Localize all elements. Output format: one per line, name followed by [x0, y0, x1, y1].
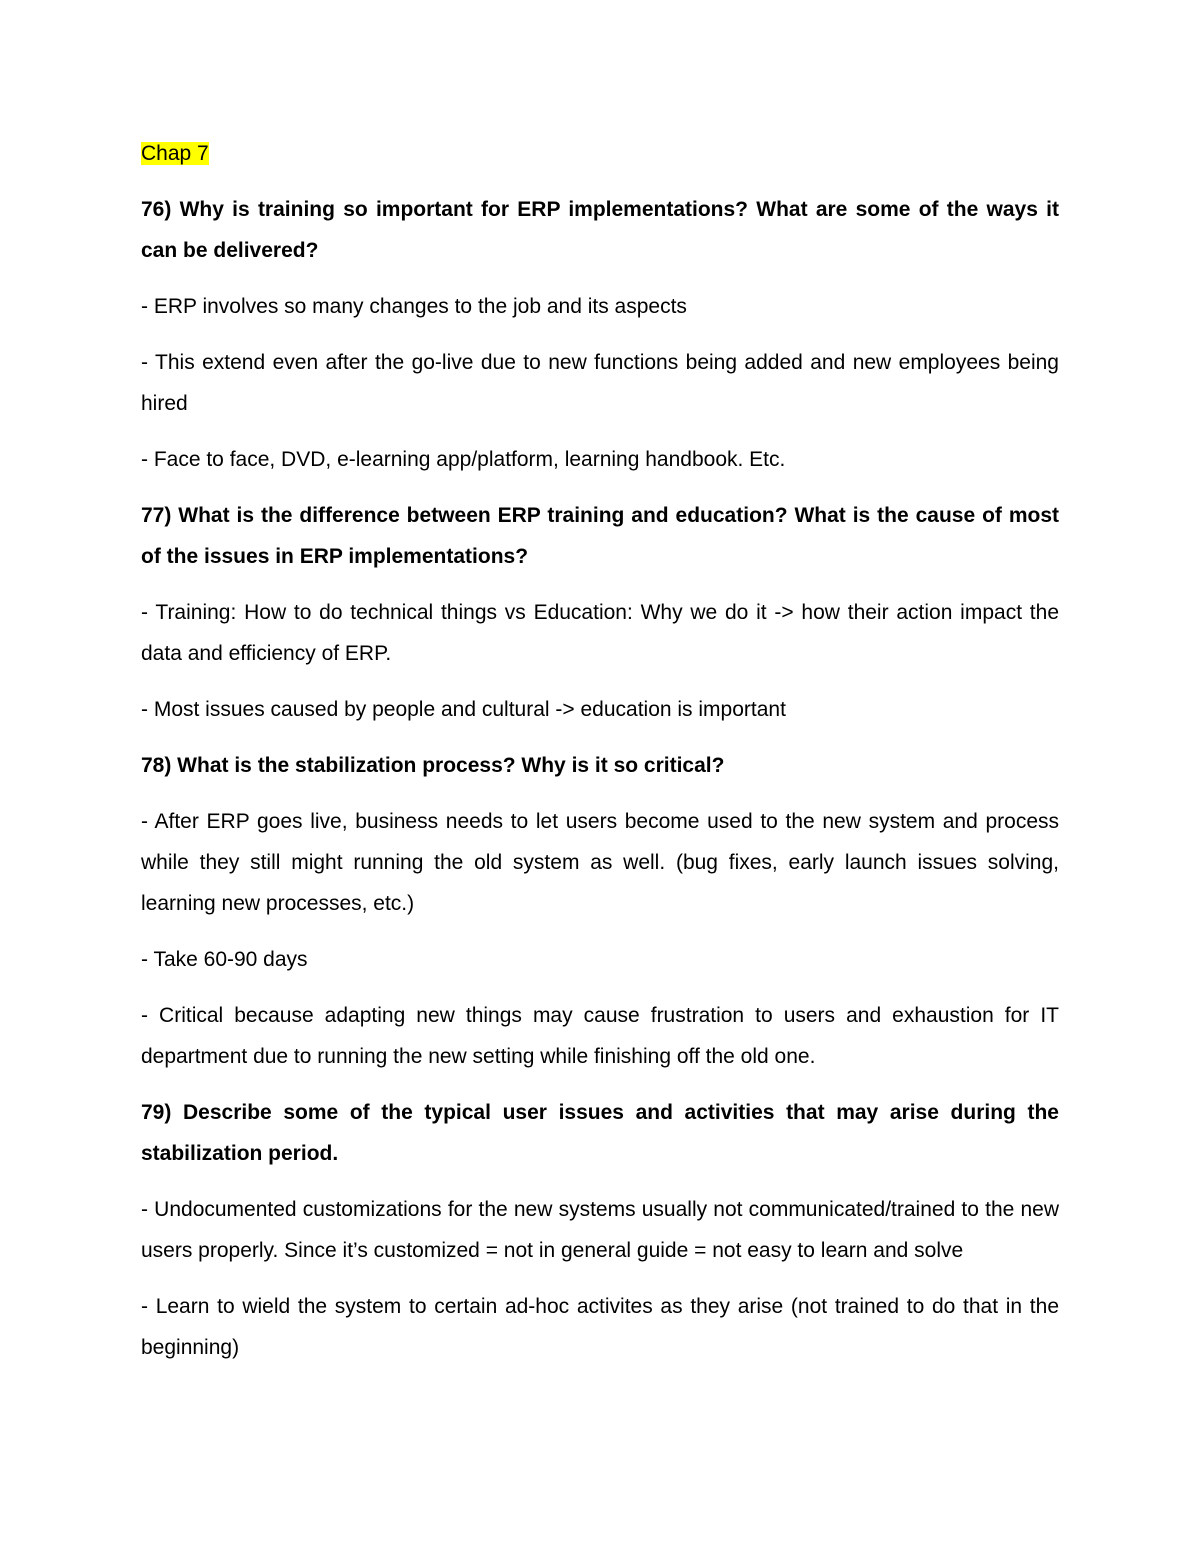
question-78: 78) What is the stabilization process? Why is it so critical? [141, 754, 725, 777]
answer-79-2: - Learn to wield the system to certain ad-hoc activites as they arise (not trained to do that in the beginning) [141, 1295, 1059, 1359]
answer-76-1: - ERP involves so many changes to the job and its aspects [141, 295, 687, 318]
question-76: 76) Why is training so important for ERP implementations? What are some of the ways it can be delivered? [141, 198, 1059, 262]
question-77: 77) What is the difference between ERP training and education? What is the cause of most of the issues in ERP implementations? [141, 504, 1059, 568]
answer-76-3: - Face to face, DVD, e-learning app/platform, learning handbook. Etc. [141, 448, 786, 471]
chapter-label [141, 133, 1059, 174]
answer-77-1: - Training: How to do technical things vs Education: Why we do it -> how their action impact the data and efficiency of ERP. [141, 601, 1059, 665]
chapter-label-highlight: Chap 7 [141, 142, 209, 165]
answer-78-3: - Critical because adapting new things may cause frustration to users and exhaustion for IT department due to running the new setting while finishing off the old one. [141, 1004, 1059, 1068]
document-page [141, 133, 1059, 1383]
answer-76-2: - This extend even after the go-live due to new functions being added and new employees being hired [141, 351, 1059, 415]
question-79: 79) Describe some of the typical user issues and activities that may arise during the stabilization period. [141, 1101, 1059, 1165]
answer-78-2: - Take 60-90 days [141, 948, 308, 971]
answer-79-1: - Undocumented customizations for the new systems usually not communicated/trained to the new users properly. Since it’s customized = not in general guide = not easy to learn and solve [141, 1198, 1059, 1262]
answer-78-1: - After ERP goes live, business needs to let users become used to the new system and process while they still might running the old system as well. (bug fixes, early launch issues solving, learning new processes, etc.) [141, 810, 1059, 915]
answer-77-2: - Most issues caused by people and cultural -> education is important [141, 698, 786, 721]
